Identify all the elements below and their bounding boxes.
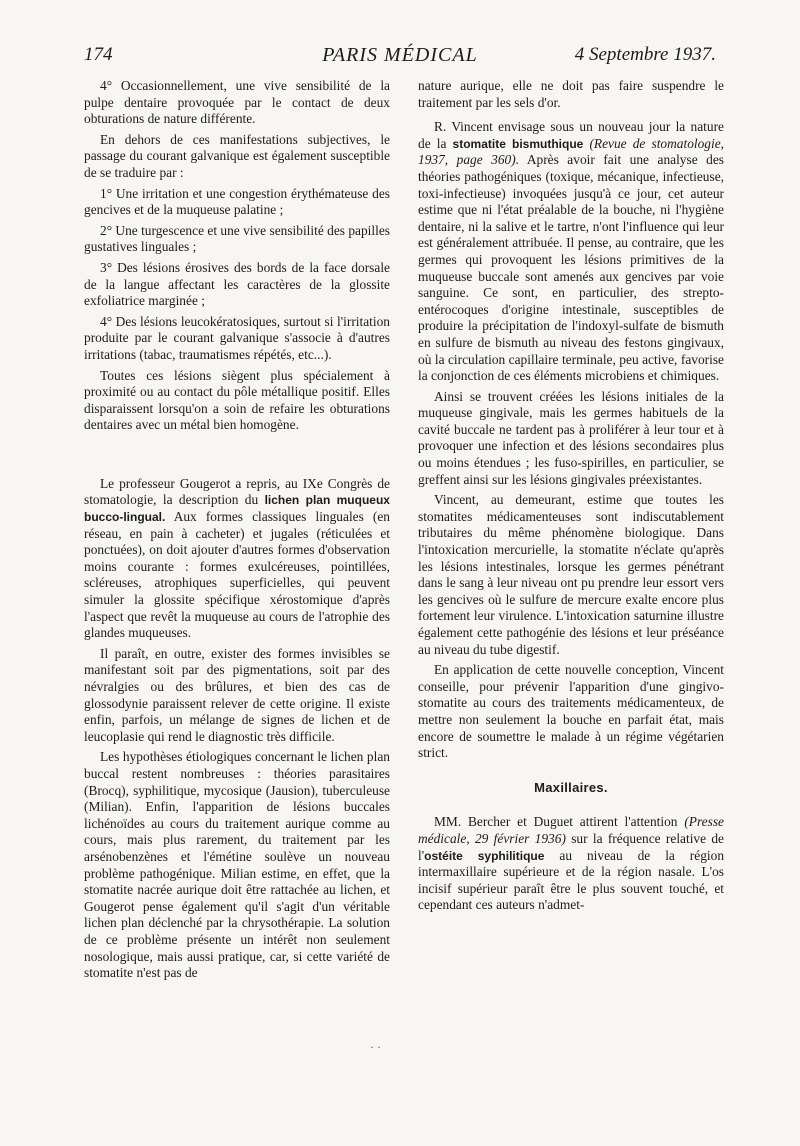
paragraph	[418, 119, 724, 385]
journal-title: PARIS MÉDICAL	[322, 44, 478, 66]
citation: (Presse médicale, 29 février 1936)	[418, 814, 724, 846]
paragraph-text: Aux formes classiques linguales (en réseau, en pain à cacheter) et jugales (réticulées et ponctuées), on doit ajouter d'autres formes d'observation moins courante : formes exulcéreuses, pointillées, scléreuses, atrophiques superficielles, qui peuvent simuler la glossite spécifique xérostomique d'après l'aspect que revêt la muqueuse au cours de l'atrophie des glandes muqueuses.	[84, 509, 390, 641]
key-term: stomatite bismuthique	[452, 136, 584, 151]
paragraph	[84, 476, 390, 642]
paragraph: Il paraît, en outre, exister des formes invisibles se manifestant soit par des pigmentations, soit par des névralgies ou des brûlures, et bien des cas de glossodynie paraissent relever de cette origine. Il existe enfin, parfois, un mélange de signes de lichen et de leucoplasie qui rend le diagnostic très difficile.	[84, 645, 390, 744]
key-term: ostéite syphilitique	[424, 848, 545, 863]
page-number: 174	[84, 44, 113, 65]
paragraph: En dehors de ces manifestations subjectives, le passage du courant galvanique est également susceptible de se traduire par :	[84, 131, 390, 180]
left-column	[84, 78, 390, 986]
list-item: 1° Une irritation et une congestion érythémateuse des gencives et de la muqueuse palatine ;	[84, 185, 390, 218]
paragraph-text: R. Vincent envisage sous un nouveau jour la nature de la	[418, 119, 724, 151]
paragraph-text: sur la fréquence relative de l'	[418, 830, 725, 863]
list-item: 2° Une turgescence et une vive sensibilité des papilles gustatives linguales ;	[84, 222, 390, 255]
paragraph-text: MM. Bercher et Duguet attirent l'attention	[434, 814, 678, 830]
paragraph: En application de cette nouvelle conception, Vincent conseille, pour prévenir l'apparition d'une gingivo-stomatite au cours des traitements médicamenteux, de mettre non seulement la bouche en parfait état, mais encore de soumettre le malade à un régime végétarien strict.	[418, 662, 724, 761]
paragraph: 4° Occasionnellement, une vive sensibilité de la pulpe dentaire provoquée par le contact de deux obturations de nature différente.	[84, 78, 390, 127]
paragraph: Ainsi se trouvent créées les lésions initiales de la muqueuse gingivale, mais les germes habituels de la cavité buccale ne tardent pas à proliférer à leur tour et à provoquer une infection et des lésions secondaires plus ou moins étendues ; les fuso-spirilles, en particulier, se greffent ainsi sur les lésions gingivales préexistantes.	[418, 388, 724, 487]
paragraph: Les hypothèses étiologiques concernant le lichen plan buccal restent nombreuses : théories parasitaires (Brocq), syphilitique, mycosique (Jausion), tuberculeuse (Milian). Enfin, l'apparition de lésions buccales lichénoïdes au cours du traitement aurique comme au cours, mais plus rarement, du traitement par les arsénobenzènes et l'émétine soulève un nouveau problème pathogénique. Milian estime, en effet, que la stomatite nacrée aurique doit être rattachée au lichen, et Gougerot pense également qu'il s'agit d'un véritable lichen plan déclenché par la chrysothérapie. La solution de ce problème présente un intérêt non seulement nosologique, mais aussi pratique, car, si cette variété de stomatite n'est pas de	[84, 749, 390, 981]
key-term: lichen plan muqueux bucco-lingual.	[84, 493, 390, 525]
citation: (Revue de stomatologie, 1937, page 360).	[418, 135, 725, 168]
right-column	[418, 78, 724, 918]
paragraph-text: au niveau de la région intermaxillaire supérieure et de la région nasale. L'os incisif supérieur paraît être le plus souvent touché, et cependant ces auteurs n'admet-	[418, 847, 725, 913]
paragraph-text: Après avoir fait une analyse des théories pathogéniques (toxique, mécanique, infectieuse, toxi-infectieuse) invoquées jusqu'à ce jour, cet auteur estime que ni l'état préalable de la bouche, ni l'hygiène dentaire, ni la salive et le tartre, n'ont l'influence qui leur est généralement attribuée. Il pense, au contraire, que les germes qui provoquent les lésions primitives de la muqueuse buccale sont amenés aux gencives par voie sanguine. Ce sont, en particulier, des strepto-entérocoques d'origine intestinale, susceptibles de produire la précipitation de l'indoxyl-sulfate de bismuth en sulfure de bismuth au niveau des festons gingivaux, où la circulation capillaire terminale, peu active, favorise la conjonction de ces éléments microbiens et chimiques.	[418, 152, 725, 384]
paragraph: Vincent, au demeurant, estime que toutes les stomatites médicamenteuses sont indiscutablement tributaires du même phénomène biologique. Dans l'intoxication mercurielle, la stomatite n'éclate qu'après les lésions intestinales, lorsque les germes pénétrant dans le sang à leur niveau ont pu prendre leur essort vers les gencives où le sulfure de mercure exalte encore plus fortement leur virulence. L'intoxication saturnine illustre également cette pathogénie des lésions et leur préséance au niveau du tube digestif.	[418, 492, 724, 657]
list-item: 4° Des lésions leucokératosiques, surtout si l'irritation produite par le courant galvanique s'associe à d'autres irritations (tabac, traumatismes répétés, etc...).	[84, 313, 390, 362]
paragraph: nature aurique, elle ne doit pas faire suspendre le traitement par les sels d'or.	[418, 78, 724, 110]
section-gap	[84, 438, 390, 476]
footer-mark: · ·	[370, 1040, 381, 1054]
section-heading: Maxillaires.	[534, 779, 608, 795]
list-item: 3° Des lésions érosives des bords de la face dorsale de la langue affectant les caractères de la glossite exfoliatrice marginée ;	[84, 259, 390, 309]
page-header	[84, 44, 716, 74]
paragraph	[418, 814, 724, 914]
paragraph-text: Le professeur Gougerot a repris, au IXe Congrès de stomatologie, la description du	[84, 475, 390, 508]
issue-date: 4 Septembre 1937.	[574, 44, 716, 65]
paragraph: Toutes ces lésions siègent plus spécialement à proximité ou au contact du pôle métallique positif. Elles disparaissent lorsqu'on a soin de refaire les obturations dentaires avec un métal bien homogène.	[84, 367, 390, 433]
